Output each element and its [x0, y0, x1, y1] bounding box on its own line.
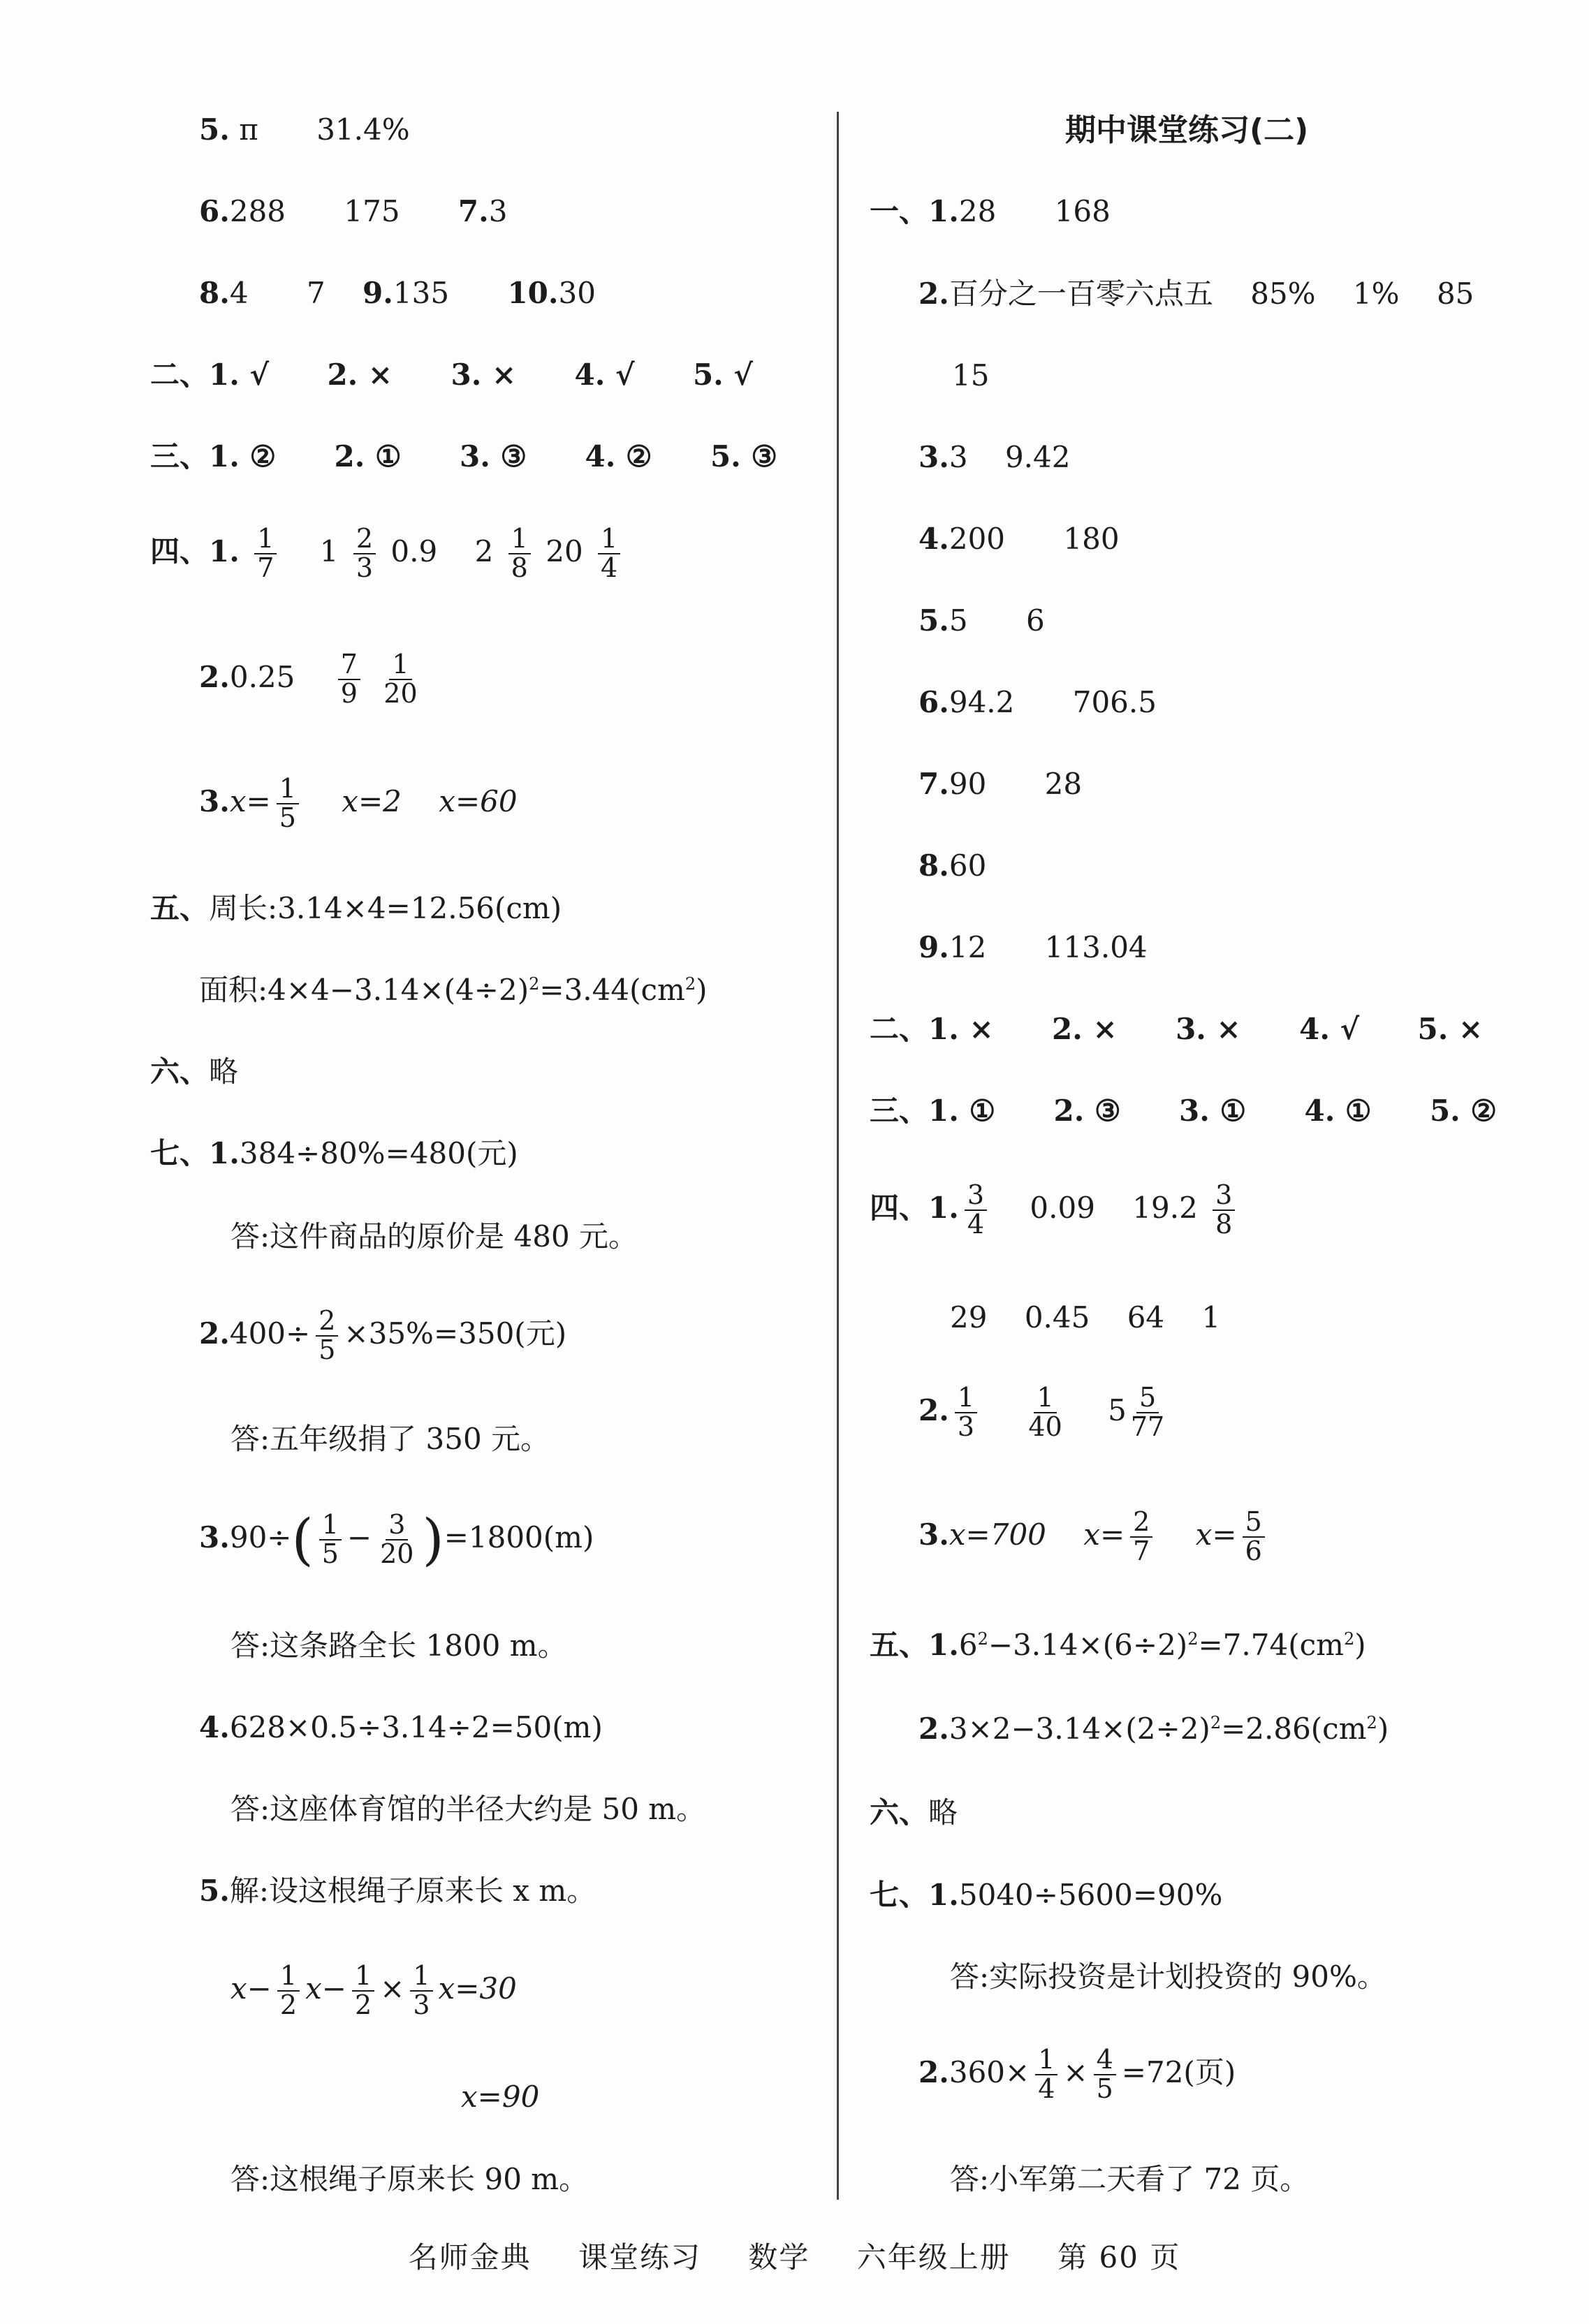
answer-text: 6	[958, 1628, 978, 1662]
answer-value: x=2	[342, 784, 402, 818]
answer-value: 60	[949, 848, 987, 883]
item-number: 6.	[199, 194, 230, 228]
whole-number: 5	[1108, 1392, 1127, 1427]
numerator: 1	[277, 1962, 300, 1992]
numerator: 1	[508, 525, 531, 554]
answer-value: 4. √	[574, 358, 635, 392]
denominator: 4	[967, 1208, 985, 1240]
answer-value: 30	[558, 276, 596, 310]
answer-value: 168	[1054, 194, 1111, 228]
fraction	[1025, 1384, 1064, 1441]
item-number: 1.	[928, 194, 959, 228]
answer-line	[918, 440, 1071, 474]
answer-value: 29	[950, 1300, 988, 1334]
answer-line	[150, 525, 626, 582]
fraction	[338, 651, 360, 708]
denominator: 8	[1215, 1208, 1233, 1240]
section-label: 五、	[150, 891, 210, 925]
answer-line	[230, 1219, 638, 1253]
subject: 数学	[748, 2240, 810, 2274]
item-number: 5.	[199, 112, 230, 147]
answer-line	[918, 1714, 1389, 1744]
item-number: 10.	[507, 276, 559, 310]
answer-text: 384÷80%=480(元)	[239, 1136, 518, 1170]
answer-value: 94.2	[949, 685, 1015, 719]
answer-value: 7	[306, 276, 325, 310]
answer-text: 400÷	[229, 1316, 311, 1351]
answer-line	[150, 1136, 518, 1170]
answer-line	[199, 194, 508, 228]
item-number: 2.	[918, 2054, 949, 2089]
denominator: 4	[1038, 2073, 1055, 2104]
answer-value: x=	[229, 784, 271, 818]
answer-text: )	[1354, 1628, 1366, 1662]
numerator: 1	[410, 1962, 432, 1992]
fraction	[598, 525, 620, 582]
answer-line	[230, 1628, 567, 1663]
fraction	[352, 1962, 374, 2020]
fraction	[254, 525, 277, 582]
fraction	[955, 1384, 977, 1441]
item-number: 7.	[457, 194, 489, 228]
denominator: 20	[383, 677, 418, 709]
denominator: 7	[1133, 1535, 1150, 1566]
section-label: 三、	[150, 439, 210, 473]
answer-text: )	[1377, 1712, 1389, 1746]
answer-value: 706.5	[1072, 685, 1157, 719]
answer-line	[918, 2046, 1236, 2103]
fraction	[319, 1511, 342, 1568]
numerator: 5	[1243, 1508, 1265, 1538]
book-series: 名师金典	[408, 2240, 532, 2274]
exponent: 2	[684, 974, 696, 994]
item-number: 5.	[199, 1874, 230, 1908]
answer-value: 0.9	[390, 534, 438, 568]
denominator: 3	[957, 1411, 975, 1442]
numerator: 1	[254, 525, 277, 554]
answer-text: 答:小军第二天看了 72 页。	[950, 2162, 1310, 2196]
fraction	[1213, 1179, 1235, 1240]
answer-value: 3	[949, 440, 968, 474]
answer-value: 113.04	[1044, 930, 1148, 964]
answer-line	[918, 767, 1083, 801]
fraction	[277, 775, 299, 832]
answer-value: x=60	[439, 784, 518, 818]
answer-value: 3. ×	[1176, 1012, 1241, 1046]
answer-text: =72(页)	[1121, 2054, 1236, 2089]
exponent: 2	[1343, 1629, 1355, 1649]
answer-line	[199, 276, 596, 310]
numerator: 3	[386, 1511, 408, 1540]
numerator: 1	[352, 1962, 374, 1992]
denominator: 2	[279, 1989, 298, 2020]
fraction	[1128, 1384, 1167, 1441]
column-divider	[837, 112, 839, 2200]
answer-line	[199, 112, 410, 147]
answer-text: =1800(m)	[444, 1520, 594, 1554]
answer-value: 5	[949, 603, 968, 638]
denominator: 5	[318, 1334, 336, 1365]
answer-text: 略	[928, 1795, 958, 1830]
answer-value: 175	[344, 194, 400, 228]
denominator: 5	[279, 802, 296, 833]
fraction	[353, 525, 376, 582]
answer-value: 2. ①	[334, 439, 402, 473]
answer-value: 64	[1127, 1300, 1165, 1334]
answer-text: 略	[209, 1054, 239, 1089]
denominator: 8	[511, 552, 528, 583]
answer-line	[918, 603, 1045, 638]
answer-text: =3.44(cm	[539, 973, 685, 1007]
answer-line	[150, 891, 562, 925]
numerator: 1	[319, 1511, 342, 1540]
grade: 六年级上册	[856, 2240, 1011, 2274]
section-label: 七、	[150, 1136, 210, 1170]
section-label: 七、	[870, 1878, 929, 1912]
left-paren: (	[291, 1506, 314, 1572]
item-number: 3.	[918, 1517, 949, 1552]
item-number: 9.	[363, 276, 393, 310]
numerator: 5	[1136, 1384, 1159, 1413]
denominator: 40	[1028, 1411, 1062, 1442]
answer-value: 3. ①	[1178, 1094, 1247, 1128]
answer-line	[870, 1179, 1240, 1240]
exponent: 2	[1187, 1629, 1199, 1649]
item-number: 2.	[199, 659, 230, 694]
answer-value: 12	[949, 930, 987, 964]
answer-value: 200	[949, 522, 1006, 556]
answer-value: 1. ②	[209, 439, 277, 473]
section-label: 五、	[870, 1628, 929, 1662]
answer-line	[918, 930, 1148, 964]
item-number: 1.	[928, 1878, 959, 1912]
answer-value: 1%	[1352, 277, 1400, 311]
answer-text: −3.14×(6÷2)	[988, 1628, 1188, 1662]
answer-line	[870, 1096, 1497, 1126]
numerator: 2	[316, 1307, 338, 1337]
answer-text: 答:这根绳子原来长 90 m。	[230, 2162, 589, 2196]
answer-line	[150, 439, 778, 473]
numerator: 1	[1035, 2046, 1057, 2075]
page-number: 第 60 页	[1057, 2240, 1181, 2274]
fraction	[381, 651, 420, 708]
numerator: 1	[1034, 1384, 1056, 1413]
section-label: 一、	[870, 194, 929, 228]
answer-value: 288	[229, 194, 286, 228]
answer-value: 5. √	[692, 358, 754, 392]
answer-text: 5040÷5600=90%	[958, 1878, 1223, 1912]
answer-value: 3	[488, 194, 508, 228]
answer-value: 0.25	[229, 659, 295, 694]
answer-value: 4. √	[1299, 1012, 1360, 1046]
item-number: 2.	[199, 1316, 230, 1351]
exponent: 2	[1210, 1713, 1222, 1733]
numerator: 3	[1213, 1182, 1235, 1211]
answer-value: π	[239, 112, 258, 147]
item-number: 4.	[918, 522, 949, 556]
answer-value: x=	[1083, 1517, 1125, 1552]
answer-value: 28	[958, 194, 997, 228]
answer-text: 628×0.5÷3.14÷2=50(m)	[229, 1710, 603, 1744]
numerator: 1	[598, 525, 620, 554]
answer-line	[230, 1792, 706, 1826]
answer-value: 1	[1201, 1300, 1221, 1334]
denominator: 6	[1245, 1535, 1262, 1566]
denominator: 3	[413, 1989, 430, 2020]
numerator: 2	[353, 525, 376, 554]
answer-line	[918, 524, 1120, 554]
item-number: 4.	[199, 1710, 230, 1744]
item-number: 5.	[918, 603, 949, 638]
item-number: 2.	[918, 1392, 949, 1427]
answer-line	[870, 1795, 958, 1830]
answer-value: 2. ③	[1053, 1094, 1121, 1128]
denominator: 4	[601, 552, 618, 583]
item-number: 2.	[918, 277, 949, 311]
answer-text: 周长:3.14×4=12.56(cm)	[209, 891, 562, 925]
section-label: 三、	[870, 1094, 929, 1128]
denominator: 3	[356, 552, 374, 583]
denominator: 5	[321, 1538, 339, 1569]
section-label: 六、	[870, 1795, 929, 1830]
answer-text: 90÷	[229, 1520, 292, 1554]
answer-value: 20	[545, 534, 583, 568]
answer-line	[870, 1628, 1366, 1662]
answer-text: 360×	[949, 2054, 1030, 2089]
answer-line	[870, 1878, 1223, 1912]
section-label: 四、	[870, 1190, 929, 1225]
fraction	[377, 1511, 416, 1568]
operator: ×	[380, 1971, 405, 2006]
answer-text: x=90	[461, 2080, 540, 2114]
answer-value: 1. ×	[928, 1012, 994, 1046]
answer-line	[952, 358, 990, 392]
answer-line	[870, 1012, 1484, 1046]
item-number: 8.	[918, 848, 949, 883]
answer-value: 百分之一百零六点五	[949, 277, 1213, 311]
answer-line	[150, 360, 753, 390]
item-number: 2.	[918, 1712, 949, 1746]
answer-value: 0.45	[1024, 1300, 1090, 1334]
answer-value: 1. √	[209, 358, 270, 392]
answer-line	[950, 1300, 1221, 1334]
answer-line	[199, 1876, 596, 1906]
item-number: 3.	[918, 440, 949, 474]
answer-line	[150, 1054, 239, 1089]
section-label: 二、	[150, 358, 210, 392]
answer-line	[230, 1422, 550, 1456]
answer-value: 28	[1044, 767, 1083, 801]
answer-text: 解:设这根绳子原来长 x m。	[229, 1874, 596, 1908]
right-paren: )	[422, 1506, 444, 1572]
answer-value: 180	[1063, 522, 1120, 556]
numerator: 2	[1130, 1508, 1152, 1538]
answer-line	[199, 973, 708, 1007]
numerator: 1	[955, 1384, 977, 1413]
denominator: 5	[1096, 2073, 1113, 2104]
numerator: 1	[389, 651, 411, 680]
answer-text: 答:五年级捐了 350 元。	[230, 1422, 550, 1456]
answer-value: 4. ②	[585, 439, 652, 473]
answer-line	[950, 2162, 1310, 2196]
answer-text: 面积:4×4−3.14×(4÷2)	[199, 973, 529, 1007]
answer-line	[950, 1959, 1386, 1994]
fraction	[1243, 1508, 1265, 1566]
item-number: 3.	[199, 784, 230, 818]
answer-value: 6	[1025, 603, 1045, 638]
exponent: 2	[1366, 1713, 1377, 1733]
item-number: 9.	[918, 930, 949, 964]
answer-line	[918, 1384, 1173, 1441]
fraction	[410, 1962, 432, 2020]
denominator: 20	[380, 1538, 414, 1569]
answer-line	[918, 848, 987, 883]
fraction	[1130, 1508, 1152, 1566]
answer-text: )	[696, 973, 708, 1007]
answer-line	[918, 685, 1157, 719]
answer-text: =7.74(cm	[1198, 1628, 1344, 1662]
fraction	[316, 1307, 338, 1365]
answer-value: 5. ③	[710, 439, 778, 473]
answer-value: x=700	[949, 1517, 1046, 1552]
answer-value: 1	[319, 534, 339, 568]
answer-value: 5. ②	[1429, 1094, 1498, 1128]
answer-value: 1. ①	[928, 1094, 996, 1128]
page-footer	[0, 2235, 1589, 2277]
answer-line	[461, 2082, 539, 2112]
answer-value: 15	[952, 358, 990, 392]
fraction	[277, 1962, 300, 2020]
item-number: 1.	[209, 534, 240, 568]
answer-line	[918, 279, 1474, 309]
item-number: 1.	[928, 1628, 959, 1662]
answer-value: 9.42	[1004, 440, 1071, 474]
fraction	[965, 1179, 987, 1240]
numerator: 3	[965, 1182, 987, 1211]
numerator: 1	[277, 775, 299, 804]
answer-line	[199, 1506, 594, 1572]
answer-text: x−	[230, 1971, 272, 2006]
answer-value: x=	[1195, 1517, 1237, 1552]
answer-text: ×35%=350(元)	[344, 1316, 567, 1351]
answer-text: 答:这条路全长 1800 m。	[230, 1628, 567, 1663]
denominator: 9	[340, 677, 358, 709]
answer-text: 答:这件商品的原价是 480 元。	[230, 1219, 638, 1253]
fraction	[1094, 2046, 1116, 2103]
fraction	[508, 525, 531, 582]
answer-value: 90	[949, 767, 987, 801]
answer-text: 答:实际投资是计划投资的 90%。	[950, 1959, 1386, 1994]
operator: ×	[1063, 2054, 1088, 2089]
answer-line	[918, 1508, 1271, 1566]
answer-line	[230, 1962, 517, 2020]
answer-value: 19.2	[1132, 1190, 1198, 1225]
item-number: 1.	[209, 1136, 240, 1170]
answer-line	[199, 1307, 566, 1365]
answer-value: 4	[229, 276, 249, 310]
exponent: 2	[529, 974, 540, 994]
answer-text: =2.86(cm	[1221, 1712, 1367, 1746]
answer-value: 2	[474, 534, 494, 568]
answer-value: 0.09	[1030, 1190, 1095, 1225]
denominator: 2	[354, 1989, 372, 2020]
answer-value: 2. ×	[1052, 1012, 1118, 1046]
answer-line	[230, 2162, 589, 2196]
answer-text: x=30	[438, 1971, 517, 2006]
item-number: 8.	[199, 276, 230, 310]
answer-line	[870, 194, 1111, 228]
section-label: 四、	[150, 534, 210, 568]
answer-value: 135	[393, 276, 450, 310]
answer-value: 5. ×	[1417, 1012, 1484, 1046]
section-label: 六、	[150, 1054, 210, 1089]
fraction	[1035, 2046, 1057, 2103]
numerator: 4	[1094, 2046, 1116, 2075]
answer-text: 3×2−3.14×(2÷2)	[949, 1712, 1210, 1746]
item-number: 6.	[918, 685, 949, 719]
denominator: 7	[257, 552, 274, 583]
item-number: 3.	[199, 1520, 230, 1554]
answer-text: x−	[305, 1971, 346, 2006]
denominator: 77	[1130, 1411, 1165, 1442]
exponent: 2	[977, 1629, 988, 1649]
answer-value: 85%	[1250, 277, 1316, 311]
answer-value: 4. ①	[1304, 1094, 1372, 1128]
section-title: 期中课堂练习(二)	[1065, 112, 1309, 148]
answer-line	[199, 651, 426, 708]
answer-text: 答:这座体育馆的半径大约是 50 m。	[230, 1792, 706, 1826]
answer-value: 3. ×	[451, 358, 517, 392]
section-label: 二、	[870, 1012, 929, 1046]
answer-value: 2. ×	[327, 358, 393, 392]
item-number: 7.	[918, 767, 949, 801]
answer-value: 31.4%	[316, 112, 410, 147]
answer-line	[199, 775, 518, 832]
answer-value: 3. ③	[459, 439, 527, 473]
item-number: 1.	[928, 1190, 959, 1225]
book-type: 课堂练习	[578, 2240, 702, 2274]
answer-line	[199, 1710, 603, 1744]
numerator: 7	[338, 651, 360, 680]
answer-value: 85	[1436, 277, 1474, 311]
operator: −	[346, 1520, 372, 1554]
